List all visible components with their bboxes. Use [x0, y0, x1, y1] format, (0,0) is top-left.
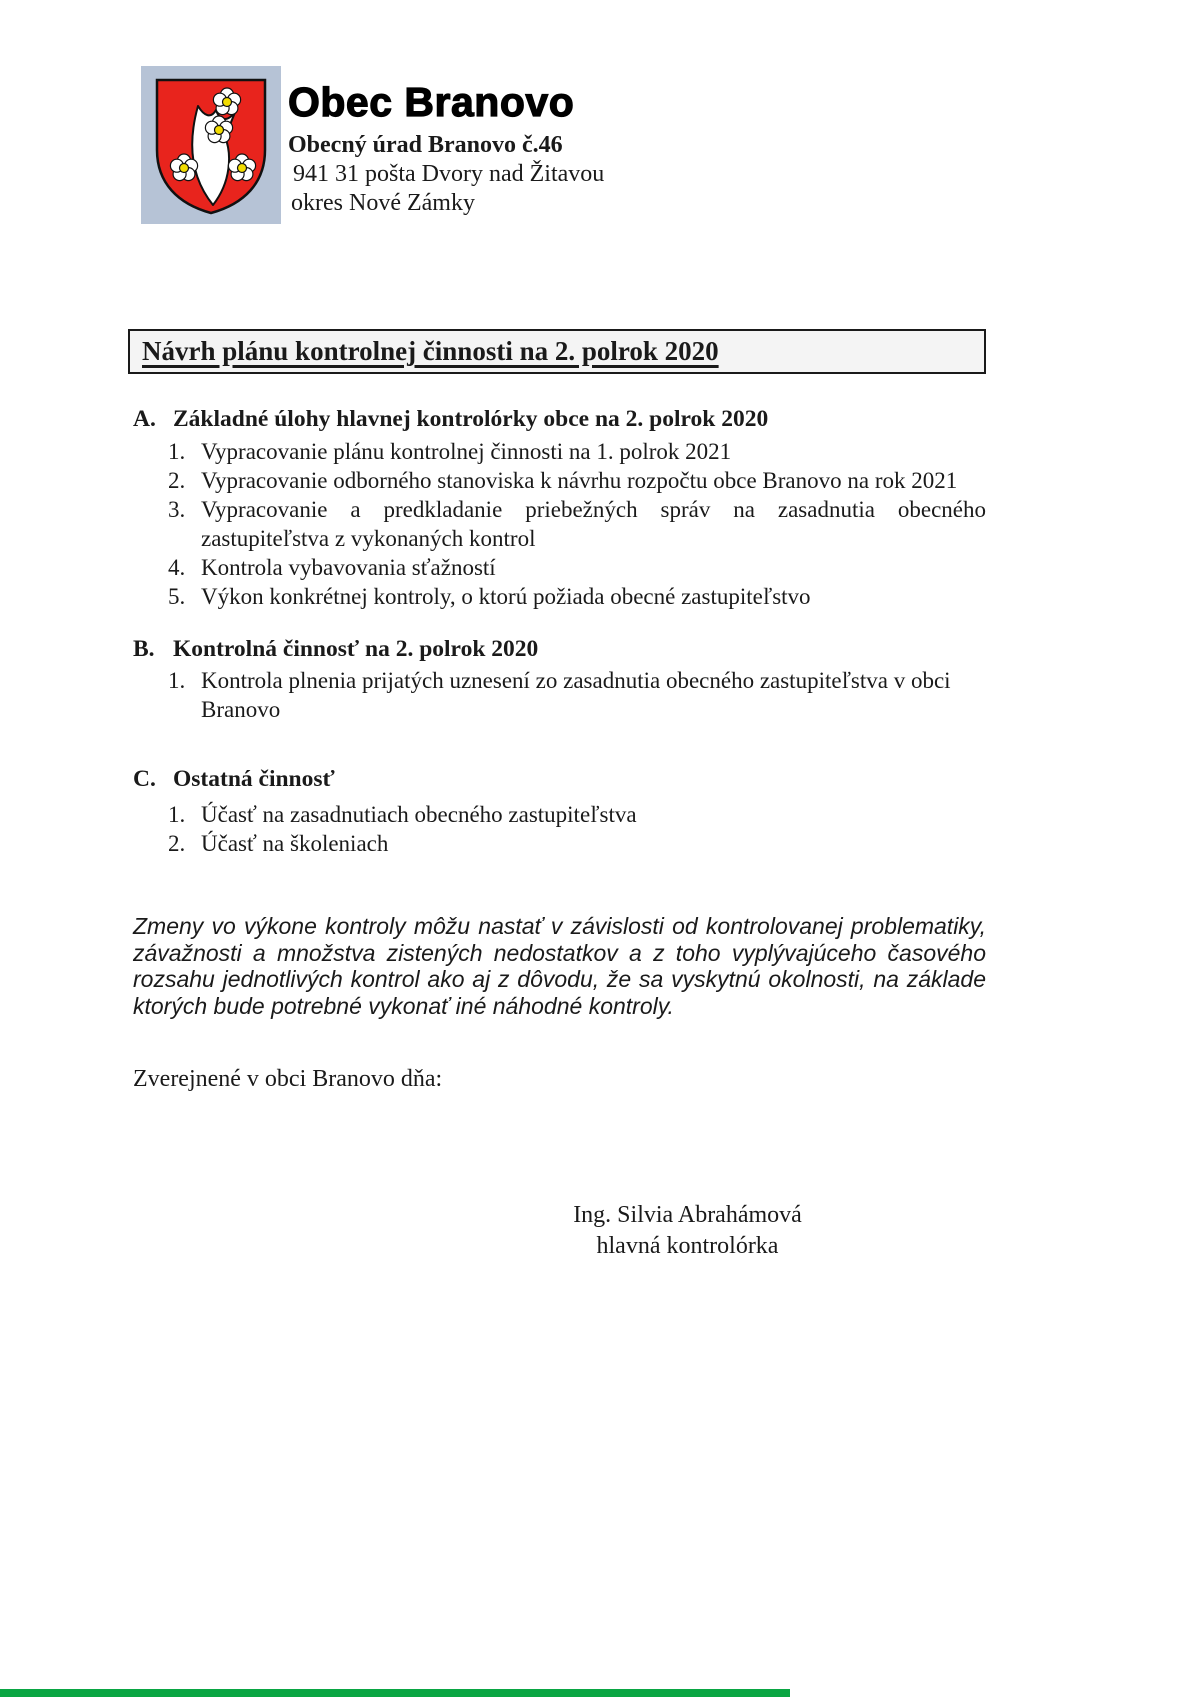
letterhead-text: [288, 80, 604, 217]
list-item: [133, 666, 986, 724]
list-item-text: Výkon konkrétnej kontroly, o ktorú požiada obecné zastupiteľstvo: [201, 584, 811, 609]
section-b: [133, 636, 986, 724]
list-item-text: Účasť na zasadnutiach obecného zastupiteľstva: [201, 802, 637, 827]
list-item: [133, 829, 986, 858]
list-item-text: Kontrola plnenia prijatých uznesení zo zasadnutia obecného zastupiteľstva v obci Branovo: [201, 668, 951, 722]
list-item-number: 2.: [168, 831, 186, 856]
document-title-box: [128, 329, 986, 374]
list-item-text: Vypracovanie a predkladanie priebežných správ na zasadnutia obecného zastupiteľstva z vykonaných kontrol: [201, 497, 986, 551]
document-title: Návrh plánu kontrolnej činnosti na 2. polrok 2020: [142, 336, 719, 366]
footer-bar: [0, 1689, 790, 1697]
list-item-text: Účasť na školeniach: [201, 831, 389, 856]
list-item: [133, 582, 986, 611]
section-heading-text: Základné úlohy hlavnej kontrolórky obce na 2. polrok 2020: [173, 406, 769, 432]
section-letter: B.: [133, 636, 155, 662]
municipality-name: Obec Branovo: [288, 79, 575, 125]
section-a-list: [133, 437, 986, 611]
list-item: [133, 800, 986, 829]
section-a: [133, 406, 986, 611]
signature-name: Ing. Silvia Abrahámová: [573, 1202, 802, 1228]
coat-of-arms-icon: [141, 66, 281, 224]
section-c-heading: [133, 766, 986, 793]
section-c: [133, 766, 986, 858]
section-b-heading: [133, 636, 986, 663]
section-b-list: [133, 666, 986, 724]
list-item: [133, 495, 986, 553]
list-item-text: Kontrola vybavovania sťažností: [201, 555, 496, 580]
list-item-number: 5.: [168, 584, 186, 609]
section-letter: A.: [133, 406, 156, 432]
letterhead: [0, 0, 1200, 240]
section-heading-text: Ostatná činnosť: [173, 766, 335, 792]
published-line: Zverejnené v obci Branovo dňa:: [133, 1066, 443, 1092]
office-line: Obecný úrad Branovo č.46: [288, 132, 563, 159]
list-item-number: 1.: [168, 668, 186, 693]
list-item-number: 1.: [168, 439, 186, 464]
list-item-text: Vypracovanie plánu kontrolnej činnosti na 1. polrok 2021: [201, 439, 732, 464]
list-item-number: 3.: [168, 497, 186, 522]
section-c-list: [133, 800, 986, 858]
list-item-text: Vypracovanie odborného stanoviska k návrhu rozpočtu obce Branovo na rok 2021: [201, 468, 958, 493]
section-a-heading: [133, 406, 986, 433]
list-item: [133, 466, 986, 495]
district-line: okres Nové Zámky: [291, 190, 475, 217]
list-item-number: 1.: [168, 802, 186, 827]
list-item: [133, 437, 986, 466]
list-item-number: 4.: [168, 555, 186, 580]
address-line: 941 31 pošta Dvory nad Žitavou: [293, 161, 605, 188]
signature-block: [400, 1200, 975, 1262]
section-heading-text: Kontrolná činnosť na 2. polrok 2020: [173, 636, 539, 662]
list-item-number: 2.: [168, 468, 186, 493]
signature-role: hlavná kontrolórka: [596, 1233, 779, 1259]
note-paragraph: Zmeny vo výkone kontroly môžu nastať v závislosti od kontrolovanej problematiky, závažnosti a množstva zistených nedostatkov a z toho vyplývajúceho časového rozsahu jednotlivých kontrol ako aj z dôvodu, že sa vyskytnú okolnosti, na základe ktorých bude potrebné vykonať iné náhodné kontroly.: [133, 913, 986, 1019]
section-letter: C.: [133, 766, 156, 792]
list-item: [133, 553, 986, 582]
